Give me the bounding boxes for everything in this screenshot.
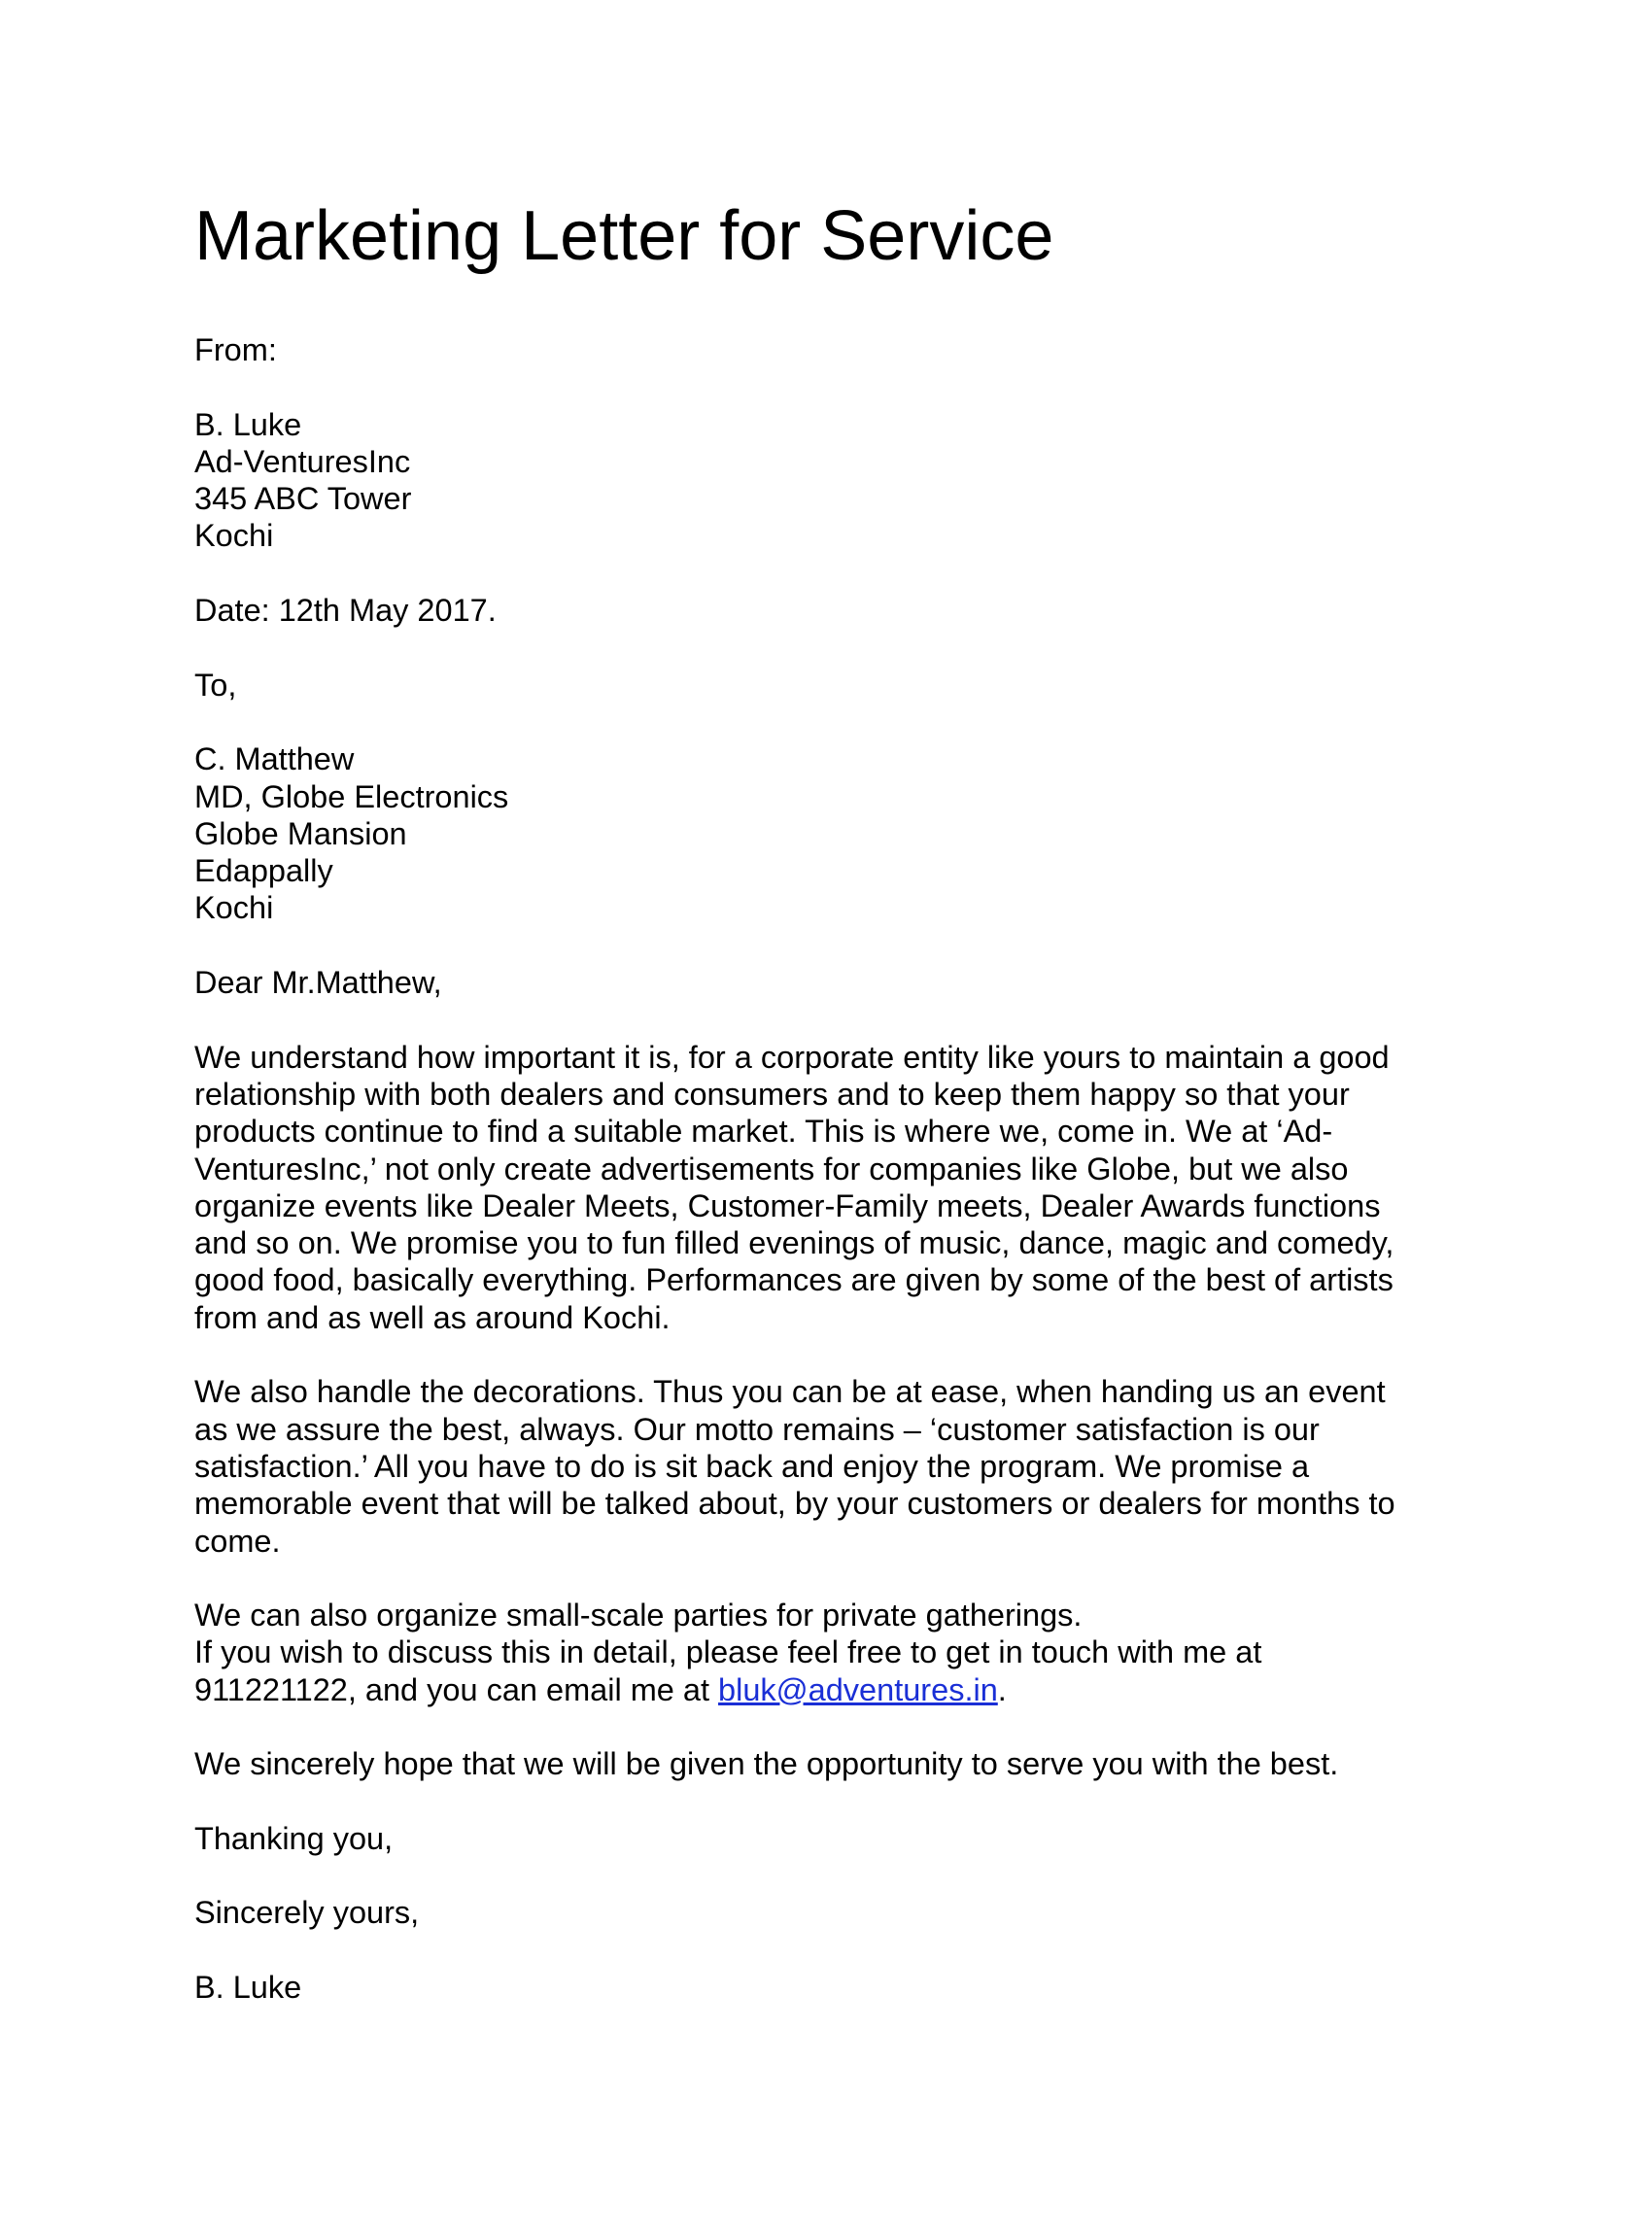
recipient-address-line-1: Globe Mansion [194,815,407,851]
sender-name: B. Luke [194,406,302,442]
paragraph-line: satisfaction.’ All you have to do is sit back and enjoy the program. We promise a [194,1448,1310,1484]
sender-address [194,406,1477,555]
paragraph-1 [194,1039,1477,1336]
sender-company: Ad-VenturesInc [194,443,411,479]
recipient-address-line-2: Edappally [194,853,333,889]
email-link[interactable]: bluk@adventures.in [718,1671,998,1707]
letter-content [194,189,1477,2006]
paragraph-line: good food, basically everything. Performances are given by some of the best of artists [194,1262,1394,1298]
paragraph-line: from and as well as around Kochi. [194,1299,671,1335]
closing-line: Sincerely yours, [194,1895,420,1931]
paragraph-line: memorable event that will be talked about, by your customers or dealers for months to [194,1486,1395,1522]
recipient-city: Kochi [194,890,274,926]
recipient-name: C. Matthew [194,741,355,777]
letter-date: Date: 12th May 2017. [194,593,497,629]
paragraph-line: VenturesInc,’ not only create advertisements for companies like Globe, but we also [194,1151,1349,1186]
contact-line [194,1671,1477,1708]
paragraph-line: We also handle the decorations. Thus you can be at ease, when handing us an event [194,1374,1386,1410]
to-label: To, [194,667,237,703]
paragraph-line: come. [194,1523,281,1559]
contact-line-prefix: 911221122, and you can email me at [194,1671,719,1707]
recipient-title: MD, Globe Electronics [194,778,509,814]
paragraph-line: We can also organize small-scale parties for private gatherings. [194,1598,1083,1633]
paragraph-line: organize events like Dealer Meets, Customer-Family meets, Dealer Awards functions [194,1187,1381,1223]
salutation: Dear Mr.Matthew, [194,965,442,1001]
paragraph-line: If you wish to discuss this in detail, please feel free to get in touch with me at [194,1634,1262,1670]
paragraph-line: as we assure the best, always. Our motto remains – ‘customer satisfaction is our [194,1411,1320,1447]
paragraph-2 [194,1373,1477,1559]
sender-city: Kochi [194,518,274,554]
paragraph-4: We sincerely hope that we will be given the opportunity to serve you with the best. [194,1746,1339,1782]
thanks-line: Thanking you, [194,1820,394,1856]
recipient-address [194,740,1477,926]
paragraph-line: products continue to find a suitable market. This is where we, come in. We at ‘Ad- [194,1114,1333,1150]
paragraph-3 [194,1597,1477,1708]
paragraph-line: relationship with both dealers and consumers and to keep them happy so that your [194,1076,1350,1112]
page-title: Marketing Letter for Service [194,197,1054,275]
paragraph-line: and so on. We promise you to fun filled evenings of music, dance, magic and comedy, [194,1225,1394,1261]
sender-address-line: 345 ABC Tower [194,481,412,517]
from-label: From: [194,332,277,367]
signature: B. Luke [194,1970,302,2006]
contact-line-suffix: . [997,1671,1007,1707]
paragraph-line: We understand how important it is, for a corporate entity like yours to maintain a good [194,1039,1390,1075]
